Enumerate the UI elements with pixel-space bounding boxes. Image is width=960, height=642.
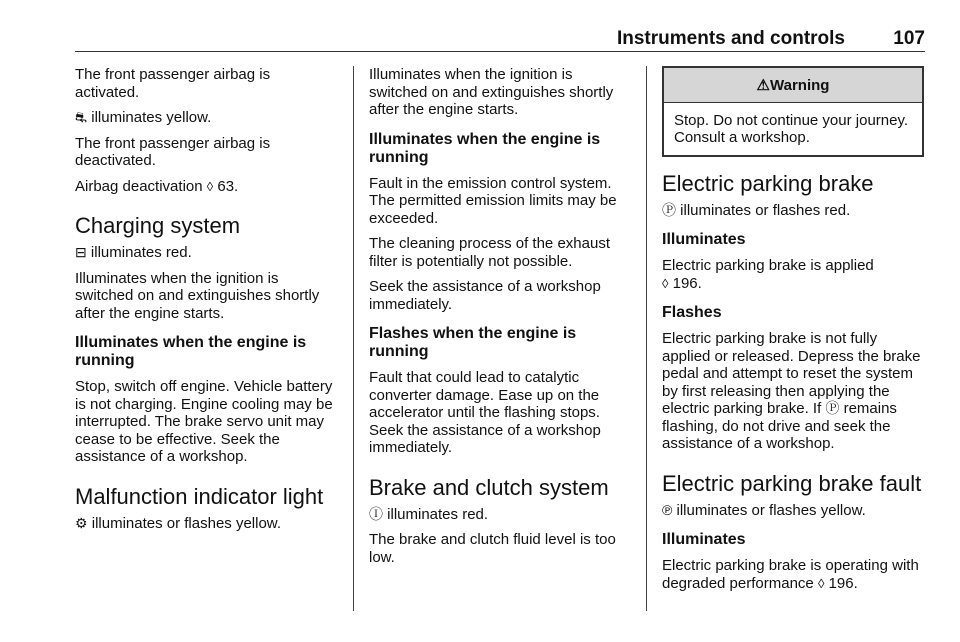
paragraph: ⊟ illuminates red. bbox=[75, 244, 192, 261]
paragraph: Fault that could lead to catalytic converter damage. Ease up on the accelerator until the flashing stops. Seek the assistance of a workshop immediately. bbox=[369, 369, 601, 456]
subheading: Illuminates when the engine is running bbox=[75, 334, 307, 369]
engine-icon: ⚙ bbox=[75, 514, 88, 531]
paragraph: Electric parking brake is operating with degraded performance ◊ 196. bbox=[662, 557, 919, 592]
parking-brake-fault-icon: ℗ bbox=[662, 501, 673, 518]
section-heading: Electric parking brake bbox=[662, 170, 874, 196]
page-number: 107 bbox=[893, 28, 925, 49]
column-1 bbox=[75, 66, 337, 540]
paragraph: Electric parking brake is applied ◊ 196. bbox=[662, 257, 874, 292]
column-divider bbox=[353, 66, 354, 611]
warning-icon: ⚠ bbox=[756, 77, 770, 94]
paragraph: Seek the assistance of a workshop immediately. bbox=[369, 278, 601, 313]
brake-warning-icon: Ⓘ bbox=[369, 505, 383, 522]
subheading: Flashes when the engine is running bbox=[369, 325, 577, 360]
paragraph: The cleaning process of the exhaust filter is potentially not possible. bbox=[369, 235, 610, 270]
parking-brake-icon: Ⓟ bbox=[662, 201, 676, 218]
paragraph: Ⓟ illuminates or flashes red. bbox=[662, 201, 851, 219]
reference-arrow-icon: ◊ bbox=[206, 178, 214, 194]
parking-brake-icon: Ⓟ bbox=[825, 400, 840, 416]
warning-body bbox=[664, 103, 922, 155]
paragraph: Illuminates when the ignition is switched on and extinguishes shortly after the engine starts. bbox=[75, 269, 320, 322]
paragraph: ⛐ illuminates yellow. bbox=[75, 109, 212, 126]
page-header bbox=[75, 26, 925, 52]
warning-header bbox=[664, 68, 922, 103]
paragraph: Fault in the emission control system. The permitted emission limits may be exceeded. bbox=[369, 174, 617, 227]
warning-box bbox=[662, 66, 924, 157]
paragraph: The front passenger airbag is deactivated. bbox=[75, 134, 271, 169]
column-divider bbox=[646, 66, 647, 611]
paragraph: Ⓘ illuminates red. bbox=[369, 505, 489, 523]
subheading: Illuminates bbox=[662, 231, 746, 248]
column-2 bbox=[369, 66, 631, 574]
paragraph: Electric parking brake is not fully applied or released. Depress the brake pedal and attempt to reset the system by first releasing then applying the electric parking brake. If Ⓟ remains flashing, do not drive and seek the assistance of a workshop. bbox=[662, 330, 921, 452]
battery-icon: ⊟ bbox=[75, 244, 87, 260]
section-heading: Malfunction indicator light bbox=[75, 483, 324, 509]
section-heading: Electric parking brake fault bbox=[662, 470, 922, 496]
paragraph: Airbag deactivation ◊ 63. bbox=[75, 177, 239, 195]
paragraph: Illuminates when the ignition is switched on and extinguishes shortly after the engine starts. bbox=[369, 66, 614, 118]
section-heading: Charging system bbox=[75, 213, 241, 238]
paragraph: ℗ illuminates or flashes yellow. bbox=[662, 501, 866, 519]
section-heading: Brake and clutch system bbox=[369, 474, 609, 500]
warning-title: Warning bbox=[770, 77, 830, 94]
reference-arrow-icon: ◊ bbox=[662, 275, 669, 291]
header-title: Instruments and controls bbox=[616, 28, 845, 49]
subheading: Illuminates when the engine is running bbox=[369, 130, 601, 166]
column-3 bbox=[662, 66, 924, 600]
paragraph: Stop, switch off engine. Vehicle battery is not charging. Engine cooling may be interrupted. The brake servo unit may cease to be effective. Seek the assistance of a workshop. bbox=[75, 378, 333, 465]
header-rule bbox=[75, 51, 925, 52]
reference-arrow-icon: ◊ bbox=[817, 575, 825, 591]
subheading: Flashes bbox=[662, 304, 722, 321]
paragraph: The brake and clutch fluid level is too low. bbox=[369, 531, 616, 566]
subheading: Illuminates bbox=[662, 531, 746, 548]
airbag-off-icon: ⛐ bbox=[75, 109, 88, 125]
paragraph: The front passenger airbag is activated. bbox=[75, 66, 271, 101]
paragraph: ⚙ illuminates or flashes yellow. bbox=[75, 514, 281, 532]
warning-text: Stop. Do not continue your journey. Consult a workshop. bbox=[674, 111, 909, 146]
